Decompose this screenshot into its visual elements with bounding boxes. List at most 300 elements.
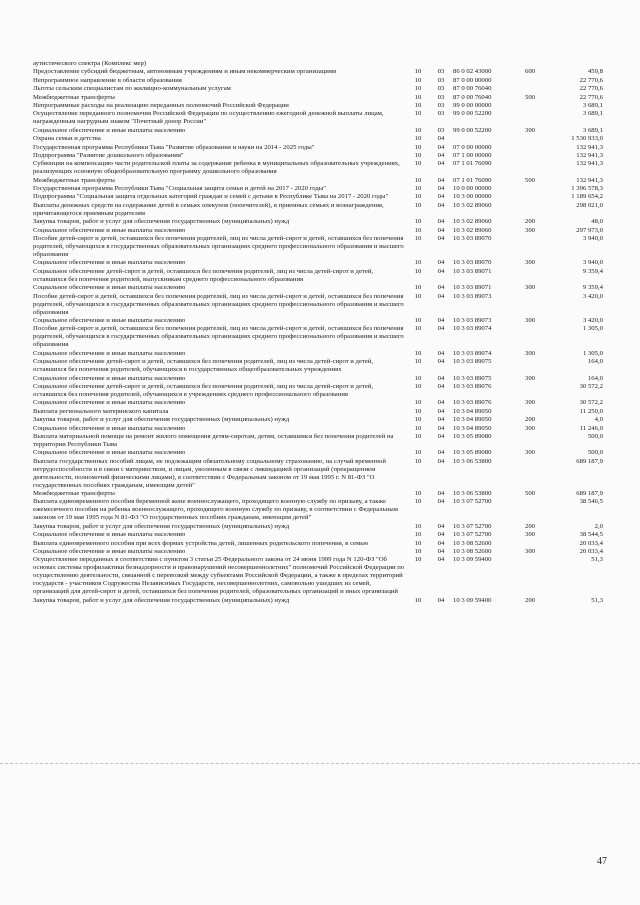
row-amount: 1 305,0 [582,325,603,333]
row-name: Закупка товаров, работ и услуг для обеспечения государственных (муниципальных) нужд [33,218,290,226]
table-row [33,425,603,433]
row-amount: 1 305,0 [582,349,603,357]
row-target-article: 10 3 03 89074 [453,349,492,357]
scan-fold-line [0,763,640,764]
row-expense-type: 300 [524,548,536,556]
row-section [407,60,429,68]
row-amount: 132 941,3 [576,143,603,151]
table-row [33,110,603,126]
table-row [33,408,603,416]
row-expense-type: 600 [524,68,536,76]
row-expense-type [517,110,543,126]
row-expense-type [517,325,543,349]
row-name: Выплата единовременного пособия беременной жене военнослужащего, проходящего военную службу по призыву, а также ежемесячного пособия на ребенка военнослужащего, проходящего военную службу по призыву, в соответствии с Федеральным законом от 19 мая 1995 года N 81-ФЗ "О государственных пособиях гражданам, имеющим детей" [33,498,398,522]
row-name: Выплаты денежных средств на содержание детей в семьях опекунов (попечителей), в приемных семьях и вознаграждения, причитающегося приемным родителям [33,201,384,217]
table-row [33,177,603,185]
row-name: Межбюджетные трансферты [33,490,115,498]
row-name: Льготы сельским специалистам по жилищно-коммунальным услугам [33,85,231,93]
table-row [33,548,603,556]
row-expense-type [517,102,543,110]
row-target-article: 86 0 02 43000 [453,68,492,76]
table-row [33,152,603,160]
row-target-article: 10 3 03 89076 [453,399,492,407]
row-amount: 3 940,0 [582,235,603,243]
row-section: 10 [414,498,422,506]
row-amount: 22 770,6 [579,85,603,93]
row-name: Выплата материальной помощи на ремонт жилого помещения детям-сиротам, детям, оставшимся без попечения родителей на территории Республики Тыва [33,432,394,448]
row-expense-type [517,498,543,522]
row-section: 10 [414,85,422,93]
row-expense-type [517,293,543,317]
row-subsection: 04 [437,382,445,390]
row-section: 10 [414,259,422,267]
row-name: Социальное обеспечение и иные выплаты населению [33,424,186,432]
row-target-article: 10 3 03 89073 [453,292,492,300]
row-name: Субвенции на компенсацию части родительской платы за содержание ребенка в муниципальных образовательных учреждениях, реализующих основную общеобразовательную программу дошкольного образования [33,160,400,176]
row-subsection: 04 [437,358,445,366]
row-subsection: 04 [437,160,445,168]
row-section: 10 [414,432,422,440]
row-subsection: 04 [437,226,445,234]
row-subsection: 04 [437,522,445,530]
row-amount: 3 689,1 [582,126,603,134]
row-name: Закупка товаров, работ и услуг для обеспечения государственных (муниципальных) нужд [33,596,290,604]
row-subsection: 04 [437,556,445,564]
row-name: Выплата регионального материнского капитала [33,407,169,415]
table-row [33,284,603,292]
row-target-article [453,60,517,68]
row-target-article: 87 0 00 76040 [453,93,492,101]
table-row [33,458,603,490]
table-row [33,350,603,358]
table-row [33,293,603,317]
row-expense-type: 500 [524,93,536,101]
row-subsection: 04 [437,449,445,457]
row-name: Социальное обеспечение детей-сирот и детей, оставшихся без попечения родителей, лиц из числа детей-сирот и детей, оставшихся без попечения родителей, выпускникам среднего профессионального образования [33,267,374,283]
row-expense-type [517,202,543,218]
row-name: Пособие детей-сирот и детей, оставшихся без попечения родителей, лиц из числа детей-сирот и детей, оставшихся без попечения родителей, обучающихся в государственных образовательных организациях среднего профессионального образования и высшего образования [33,292,404,316]
row-amount: 51,3 [591,556,603,564]
row-amount: 1 396 578,3 [571,185,603,193]
row-subsection: 04 [437,548,445,556]
row-section: 10 [414,76,422,84]
row-subsection [429,60,453,68]
row-subsection: 03 [437,126,445,134]
table-row [33,498,603,522]
row-amount: 132 941,3 [576,151,603,159]
row-name: Осуществление переданного полномочия Российской Федерации по осуществлению ежегодной денежной выплаты лицам, награжденным нагрудным знаком "Почетный донор России" [33,110,384,126]
row-target-article: 07 0 00 00000 [453,143,492,151]
row-subsection: 03 [437,76,445,84]
row-section: 10 [414,135,422,143]
row-section: 10 [414,126,422,134]
table-row [33,399,603,407]
row-expense-type: 300 [524,126,536,134]
row-expense-type [517,135,543,143]
row-section: 10 [414,93,422,101]
row-amount: 11 250,0 [579,407,603,415]
row-section: 10 [414,235,422,243]
row-name: Социальное обеспечение и иные выплаты населению [33,259,186,267]
table-row [33,235,603,259]
row-section: 10 [414,490,422,498]
row-amount: 3 940,0 [582,259,603,267]
row-subsection: 04 [437,259,445,267]
row-name: Социальное обеспечение и иные выплаты населению [33,284,186,292]
row-section: 10 [414,548,422,556]
row-name: Социальное обеспечение и иные выплаты населению [33,126,186,134]
row-name: Межбюджетные трансферты [33,176,115,184]
row-expense-type [517,408,543,416]
row-target-article: 10 3 02 89060 [453,201,492,209]
budget-table-body [33,60,603,605]
row-target-article: 10 3 00 00000 [453,193,492,201]
row-section: 10 [414,284,422,292]
row-subsection: 04 [437,374,445,382]
row-name: аутистического спектра (Комплекс мер) [33,60,147,67]
row-expense-type [517,144,543,152]
row-target-article: 10 3 08 52600 [453,539,492,547]
row-section: 10 [414,457,422,465]
row-subsection: 04 [437,292,445,300]
row-amount: 500,0 [587,432,603,440]
row-subsection: 04 [437,457,445,465]
row-name: Социальное обеспечение и иные выплаты населению [33,226,186,234]
table-row [33,102,603,110]
row-expense-type: 200 [524,218,536,226]
row-amount: 298 021,0 [576,201,603,209]
table-row [33,77,603,85]
table-row [33,160,603,176]
table-row [33,531,603,539]
row-name: Социальное обеспечение детей-сирот и детей, оставшихся без попечения родителей, лиц из числа детей-сирот и детей, оставшихся без попечения родителей, обучающихся в учреждениях среднего профессионального образования [33,382,374,398]
row-subsection: 03 [437,93,445,101]
row-amount: 689 187,9 [576,490,603,498]
row-subsection: 04 [437,185,445,193]
row-section: 10 [414,349,422,357]
table-row [33,375,603,383]
table-row [33,94,603,102]
table-row [33,416,603,424]
row-name: Выплата единовременного пособия при всех формах устройства детей, лишенных родительского попечения, в семью [33,539,369,547]
row-name: Подпрограмма "Развитие дошкольного образования" [33,151,184,159]
row-section: 10 [414,201,422,209]
row-name: Непрограммные расходы на реализацию переданных полномочий Российской Федерации [33,101,289,109]
row-subsection: 04 [437,539,445,547]
row-name: Социальное обеспечение детей-сирот и детей, оставшихся без попечения родителей, лиц из числа детей-сирот и детей, оставшихся без попечения родителей, обучающихся в государственных общеобразовательных учреждениях [33,358,374,374]
row-target-article: 10 3 02 89060 [453,218,492,226]
row-amount: 11 246,0 [579,424,603,432]
row-amount: 3 420,0 [582,316,603,324]
row-target-article: 07 1 01 76090 [453,176,492,184]
row-section: 10 [414,424,422,432]
row-section: 10 [414,193,422,201]
table-row [33,325,603,349]
row-expense-type: 300 [524,449,536,457]
row-section: 10 [414,110,422,118]
row-name: Социальное обеспечение и иные выплаты населению [33,316,186,324]
row-amount: 500,0 [587,449,603,457]
row-name: Социальное обеспечение и иные выплаты населению [33,399,186,407]
row-expense-type: 300 [524,424,536,432]
row-section: 10 [414,522,422,530]
row-expense-type [517,235,543,259]
table-row [33,597,603,605]
row-name: Межбюджетные трансферты [33,93,115,101]
row-section: 10 [414,407,422,415]
row-target-article: 10 3 03 89070 [453,235,492,243]
table-row [33,490,603,498]
row-section: 10 [414,382,422,390]
row-name: Непрограммное направление в области образования [33,76,182,84]
row-name: Социальное обеспечение и иные выплаты населению [33,531,186,539]
page-number: 47 [597,856,607,867]
row-target-article: 10 3 09 59400 [453,556,492,564]
row-amount: 3 689,1 [582,110,603,118]
row-amount: 4,0 [594,416,603,424]
row-expense-type: 300 [524,531,536,539]
row-amount: 132 941,3 [576,176,603,184]
row-expense-type [517,358,543,374]
row-section: 10 [414,226,422,234]
row-target-article: 10 3 03 89071 [453,284,492,292]
row-target-article: 10 3 03 89071 [453,267,492,275]
row-subsection: 04 [437,490,445,498]
row-section: 10 [414,374,422,382]
row-subsection: 04 [437,424,445,432]
row-target-article: 10 3 04 89050 [453,407,492,415]
row-amount [543,60,603,68]
table-row [33,68,603,76]
table-row [33,135,603,143]
row-expense-type: 200 [524,416,536,424]
row-name: Закупка товаров, работ и услуг для обеспечения государственных (муниципальных) нужд [33,416,290,424]
row-target-article: 10 3 03 89073 [453,316,492,324]
table-row [33,218,603,226]
row-amount: 20 033,4 [579,548,603,556]
row-section: 10 [414,185,422,193]
table-row [33,259,603,267]
row-expense-type [517,160,543,176]
row-subsection: 04 [437,143,445,151]
row-subsection: 03 [437,85,445,93]
row-section: 10 [414,596,422,604]
row-target-article: 07 1 00 00000 [453,151,492,159]
row-expense-type [517,540,543,548]
row-expense-type: 300 [524,316,536,324]
row-name: Предоставление субсидий бюджетным, автономным учреждениям и иным некоммерческим организациям [33,68,337,76]
row-amount: 38 546,5 [579,498,603,506]
row-section: 10 [414,449,422,457]
row-expense-type: 300 [524,226,536,234]
row-expense-type: 200 [524,596,536,604]
row-expense-type: 300 [524,284,536,292]
table-row [33,433,603,449]
table-row [33,227,603,235]
row-amount: 1 530 933,0 [571,135,603,143]
row-target-article: 10 3 04 89050 [453,424,492,432]
row-section: 10 [414,556,422,564]
row-section: 10 [414,325,422,333]
row-amount: 30 572,2 [579,382,603,390]
row-name: Закупка товаров, работ и услуг для обеспечения государственных (муниципальных) нужд [33,522,290,530]
table-row [33,193,603,201]
row-amount: 164,0 [587,374,603,382]
row-target-article: 99 0 00 00000 [453,101,492,109]
row-target-article: 10 3 09 59400 [453,596,492,604]
row-target-article: 10 3 06 53800 [453,490,492,498]
row-subsection: 04 [437,193,445,201]
row-subsection: 04 [437,325,445,333]
row-section: 10 [414,267,422,275]
row-target-article: 10 3 02 89060 [453,226,492,234]
row-target-article: 10 3 03 89074 [453,325,492,333]
row-subsection: 04 [437,416,445,424]
row-expense-type [517,152,543,160]
row-subsection: 03 [437,101,445,109]
row-expense-type: 500 [524,176,536,184]
row-subsection: 03 [437,110,445,118]
row-section: 10 [414,539,422,547]
row-subsection: 04 [437,135,445,143]
row-expense-type: 300 [524,399,536,407]
row-target-article: 10 0 00 00000 [453,185,492,193]
row-subsection: 04 [437,596,445,604]
row-section: 10 [414,316,422,324]
table-row [33,185,603,193]
row-section: 10 [414,68,422,76]
row-amount: 38 544,5 [579,531,603,539]
row-section: 10 [414,143,422,151]
table-row [33,523,603,531]
row-amount: 164,0 [587,358,603,366]
table-row [33,60,603,68]
row-subsection: 04 [437,235,445,243]
table-row [33,540,603,548]
row-expense-type: 300 [524,349,536,357]
row-subsection: 04 [437,176,445,184]
row-subsection: 03 [437,68,445,76]
row-target-article: 10 3 08 52600 [453,548,492,556]
table-row [33,358,603,374]
row-target-article: 10 3 05 89080 [453,449,492,457]
row-target-article: 99 0 00 52200 [453,126,492,134]
row-target-article: 10 3 06 53800 [453,457,492,465]
row-name: Подпрограмма "Социальная защита отдельных категорий граждан и семей с детьми в Республике Тыва на 2017 - 2020 годы" [33,193,389,201]
row-amount: 2,0 [594,522,603,530]
row-amount: 132 941,3 [576,160,603,168]
row-name: Осуществление переданных в соответствии с пунктом 3 статьи 25 Федерального закона от 24 июня 1999 года N 120-ФЗ "Об основах системы профилактики безнадзорности и правонарушений несовершеннолетних" полномочий Российской Федерации по осуществлению деятельности, связанной с перевозкой между субъектами Российской Федерации, а также в пределах территорий государств - участников Содружества Независимых Государств, несовершеннолетних, самовольно ушедших из семей, организаций для детей-сирот и детей, оставшихся без попечения родителей, образовательных организаций и иных организаций [33,556,405,596]
row-amount: 22 770,6 [579,93,603,101]
row-expense-type [517,433,543,449]
row-target-article: 10 3 04 89050 [453,416,492,424]
row-amount: 9 359,4 [582,284,603,292]
row-target-article: 10 3 03 89075 [453,374,492,382]
row-amount: 48,0 [591,218,603,226]
table-row [33,317,603,325]
row-target-article: 10 3 07 52700 [453,498,492,506]
row-section: 10 [414,416,422,424]
budget-table [33,60,603,605]
row-subsection: 04 [437,531,445,539]
row-subsection: 04 [437,284,445,292]
row-amount: 51,3 [591,596,603,604]
row-subsection: 04 [437,399,445,407]
row-name: Социальное обеспечение и иные выплаты населению [33,548,186,556]
row-expense-type [517,268,543,284]
row-expense-type: 200 [524,522,536,530]
row-section: 10 [414,101,422,109]
row-amount: 297 973,0 [576,226,603,234]
row-section: 10 [414,218,422,226]
row-name: Социальное обеспечение и иные выплаты населению [33,374,186,382]
row-subsection: 04 [437,349,445,357]
row-target-article: 87 0 00 00000 [453,76,492,84]
row-section: 10 [414,160,422,168]
table-row [33,144,603,152]
row-amount: 9 359,4 [582,267,603,275]
row-subsection: 04 [437,201,445,209]
row-expense-type [517,383,543,399]
row-expense-type [517,60,543,68]
row-name: Пособие детей-сирот и детей, оставшихся без попечения родителей, лиц из числа детей-сирот и детей, оставшихся без попечения родителей, обучающихся в государственных образовательных организациях среднего профессионального образования и высшего образования [33,325,404,349]
row-subsection: 04 [437,316,445,324]
row-subsection: 04 [437,218,445,226]
row-name: Социальное обеспечение и иные выплаты населению [33,349,186,357]
row-target-article: 10 3 03 89076 [453,382,492,390]
table-row [33,383,603,399]
row-section: 10 [414,531,422,539]
row-section: 10 [414,176,422,184]
row-target-article: 10 3 07 52700 [453,522,492,530]
row-expense-type [517,193,543,201]
row-section: 10 [414,399,422,407]
row-target-article [453,135,517,143]
row-expense-type: 300 [524,374,536,382]
row-target-article: 10 3 05 89080 [453,432,492,440]
row-name: Социальное обеспечение и иные выплаты населению [33,449,186,457]
row-expense-type [517,185,543,193]
row-expense-type: 300 [524,259,536,267]
row-expense-type [517,85,543,93]
row-amount: 20 033,4 [579,539,603,547]
row-name: Охрана семьи и детства [33,135,101,143]
row-amount: 459,8 [587,68,603,76]
row-target-article: 10 3 07 52700 [453,531,492,539]
row-subsection: 04 [437,267,445,275]
table-row [33,556,603,596]
row-target-article: 99 0 00 52200 [453,110,492,118]
row-expense-type: 500 [524,490,536,498]
row-name: Государственная программа Республики Тыва "Социальная защита семьи и детей на 2017 - 2020 годы" [33,185,326,193]
row-amount: 30 572,2 [579,399,603,407]
row-subsection: 04 [437,432,445,440]
row-name: Пособие детей-сирот и детей, оставшихся без попечения родителей, лиц из числа детей-сирот и детей, оставшихся без попечения родителей, обучающихся в государственных образовательных организациях среднего профессионального образования и высшего образования [33,235,404,259]
table-row [33,127,603,135]
row-amount: 1 189 654,2 [571,193,603,201]
row-amount: 22 770,6 [579,76,603,84]
row-subsection: 04 [437,151,445,159]
row-amount: 3 420,0 [582,292,603,300]
row-target-article: 10 3 03 89070 [453,259,492,267]
row-section: 10 [414,151,422,159]
row-expense-type [517,77,543,85]
row-target-article: 10 3 03 89075 [453,358,492,366]
row-target-article: 87 0 00 76040 [453,85,492,93]
row-section: 10 [414,358,422,366]
row-target-article: 07 1 01 76090 [453,160,492,168]
table-row [33,202,603,218]
